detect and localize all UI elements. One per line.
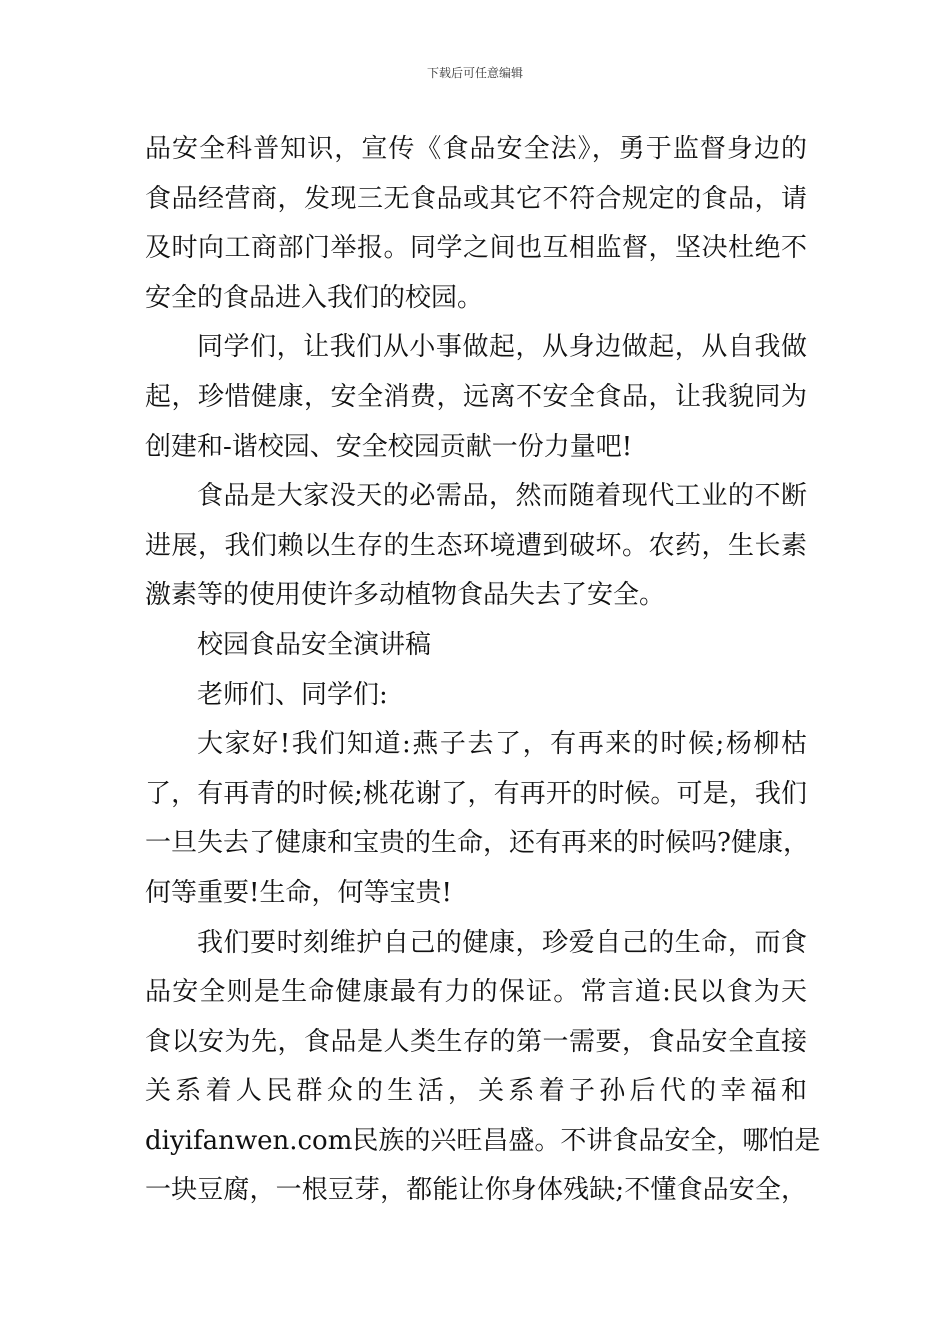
text-line: 一旦失去了健康和宝贵的生命，还有再来的时候吗?健康， bbox=[145, 828, 809, 859]
text-line: 进展，我们赖以生存的生态环境遭到破坏。农药，生长素 bbox=[145, 530, 807, 561]
text-line: 激素等的使用使许多动植物食品失去了安全。 bbox=[145, 580, 666, 611]
text-line: 及时向工商部门举报。同学之间也互相监督，坚决杜绝不 bbox=[145, 233, 807, 264]
text-line: 一块豆腐，一根豆芽，都能让你身体残缺;不懂食品安全， bbox=[145, 1175, 807, 1206]
text-line: 了，有再青的时候;桃花谢了，有再开的时候。可是，我们 bbox=[145, 778, 807, 809]
text-line: 关系着人民群众的生活，关系着子孙后代的幸福和 bbox=[145, 1076, 807, 1107]
document-body bbox=[145, 125, 821, 1216]
page-header: 下载后可任意编辑 bbox=[426, 66, 523, 80]
text-line: 品安全科普知识，宣传《食品安全法》，勇于监督身边的 bbox=[145, 134, 807, 164]
text-line: 食以安为先，食品是人类生存的第一需要，食品安全直接 bbox=[145, 1026, 807, 1057]
text-line: 何等重要!生命，何等宝贵! bbox=[145, 877, 452, 908]
text-line: 创建和-谐校园、安全校园贡献一份力量吧! bbox=[145, 431, 633, 462]
text-line: diyifanwen.com民族的兴旺昌盛。不讲食品安全，哪怕是 bbox=[145, 1125, 821, 1156]
text-line: 安全的食品进入我们的校园。 bbox=[145, 282, 484, 313]
speech-title: 校园食品安全演讲稿 bbox=[197, 629, 432, 660]
text-line: 我们要时刻维护自己的健康，珍爱自己的生命，而食 bbox=[197, 927, 807, 958]
text-line: 同学们，让我们从小事做起，从身边做起，从自我做 bbox=[197, 332, 807, 363]
text-line: 起，珍惜健康，安全消费，远离不安全食品，让我貌同为 bbox=[145, 381, 807, 412]
salutation: 老师们、同学们: bbox=[197, 679, 388, 710]
text-line: 品安全则是生命健康最有力的保证。常言道:民以食为天 bbox=[145, 977, 807, 1008]
text-line: 食品是大家没天的必需品，然而随着现代工业的不断 bbox=[197, 481, 807, 512]
text-line: 食品经营商，发现三无食品或其它不符合规定的食品，请 bbox=[145, 183, 807, 214]
text-line: 大家好!我们知道:燕子去了，有再来的时候;杨柳枯 bbox=[197, 729, 807, 760]
